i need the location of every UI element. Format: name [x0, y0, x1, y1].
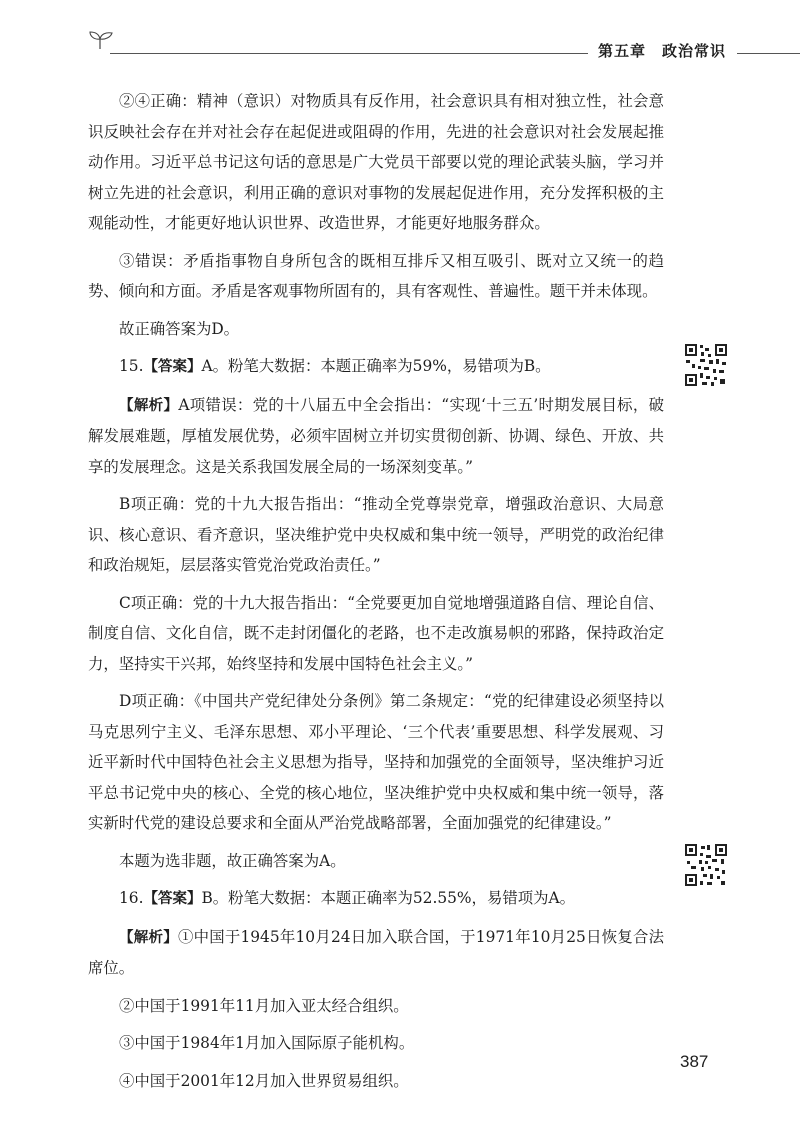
answer-text: A。粉笔大数据：本题正确率为59%，易错项为B。 [201, 357, 551, 375]
explanation-d: D项正确：《中国共产党纪律处分条例》第二条规定：“党的纪律建设必须坚持以马克思列宁主义、毛泽东思想、邓小平理论、‘三个代表’重要思想、科学发展观、习近平新时代中国特色社会主义思想为指导，坚持和加强党的全面领导，坚决维护习近平总书记党中央的核心、全党的核心地位，坚决维护党中央权威和集中统一领导，落实新时代党的建设总要求和全面从严治党战略部署，全面加强党的纪律建设。” [88, 692, 664, 832]
paragraph: ③错误：矛盾指事物自身所包含的既相互排斥又相互吸引、既对立又统一的趋势、倾向和方面。矛盾是客观事物所固有的，具有客观性、普遍性。题干并未体现。 [88, 251, 664, 300]
explanation-text: ①中国于1945年10月24日加入联合国，于1971年10月25日恢复合法席位。 [88, 927, 664, 977]
explanation-3: ③中国于1984年1月加入国际原子能机构。 [119, 1034, 415, 1052]
answer-line-15 [88, 351, 664, 383]
leaf-logo-icon [88, 30, 114, 50]
answer-label: 【答案】 [143, 359, 202, 375]
answer-line-16 [88, 883, 664, 915]
answer-label: 【答案】 [143, 891, 202, 907]
chapter-title: 第五章 政治常识 [598, 42, 727, 60]
conclusion: 本题为选非题，故正确答案为A。 [119, 851, 346, 870]
page-number: 387 [680, 1052, 709, 1071]
page-body [88, 86, 664, 1096]
header-rule-right [737, 53, 800, 54]
explanation-4: ④中国于2001年12月加入世界贸易组织。 [119, 1071, 409, 1090]
paragraph: ②④正确：精神（意识）对物质具有反作用，社会意识具有相对独立性，社会意识反映社会存在并对社会存在起促进或阻碍的作用，先进的社会意识对社会发展起推动作用。习近平总书记这句话的意思是广大党员干部要以党的理论武装头脑，学习并树立先进的社会意识，利用正确的意识对事物的发展起促进作用，充分发挥积极的主观能动性，才能更好地认识世界、改造世界，才能更好地服务群众。 [88, 92, 664, 232]
page-header [0, 0, 800, 70]
explanation-1 [88, 922, 664, 984]
paragraph: 故正确答案为D。 [119, 319, 240, 338]
explanation-text: A项错误：党的十八届五中全会指出：“实现‘十三五’时期发展目标，破解发展难题，厚植发展优势，必须牢固树立并切实贯彻创新、协调、绿色、开放、共享的发展理念。这是关系我国发展全局的一场深刻变革。” [88, 395, 664, 476]
explanation-2: ②中国于1991年11月加入亚太经合组织。 [119, 996, 409, 1015]
question-number: 15. [119, 357, 144, 375]
explanation-label: 【解析】 [119, 397, 179, 414]
header-rule-left [110, 53, 588, 54]
qr-code-icon[interactable] [684, 343, 728, 387]
explanation-a [88, 390, 664, 483]
question-number: 16. [119, 889, 144, 907]
explanation-c: C项正确：党的十九大报告指出：“全党要更加自觉地增强道路自信、理论自信、制度自信、文化自信，既不走封闭僵化的老路，也不走改旗易帜的邪路，保持政治定力，坚持实干兴邦，始终坚持和发展中国特色社会主义。” [88, 593, 664, 673]
qr-code-icon[interactable] [684, 843, 728, 887]
explanation-label: 【解析】 [119, 929, 178, 946]
explanation-b: B项正确：党的十九大报告指出：“推动全党尊崇党章，增强政治意识、大局意识、核心意识、看齐意识，坚决维护党中央权威和集中统一领导，严明党的政治纪律和政治规矩，层层落实管党治党政治责任。” [88, 495, 664, 574]
answer-text: B。粉笔大数据：本题正确率为52.55%，易错项为A。 [201, 889, 576, 907]
